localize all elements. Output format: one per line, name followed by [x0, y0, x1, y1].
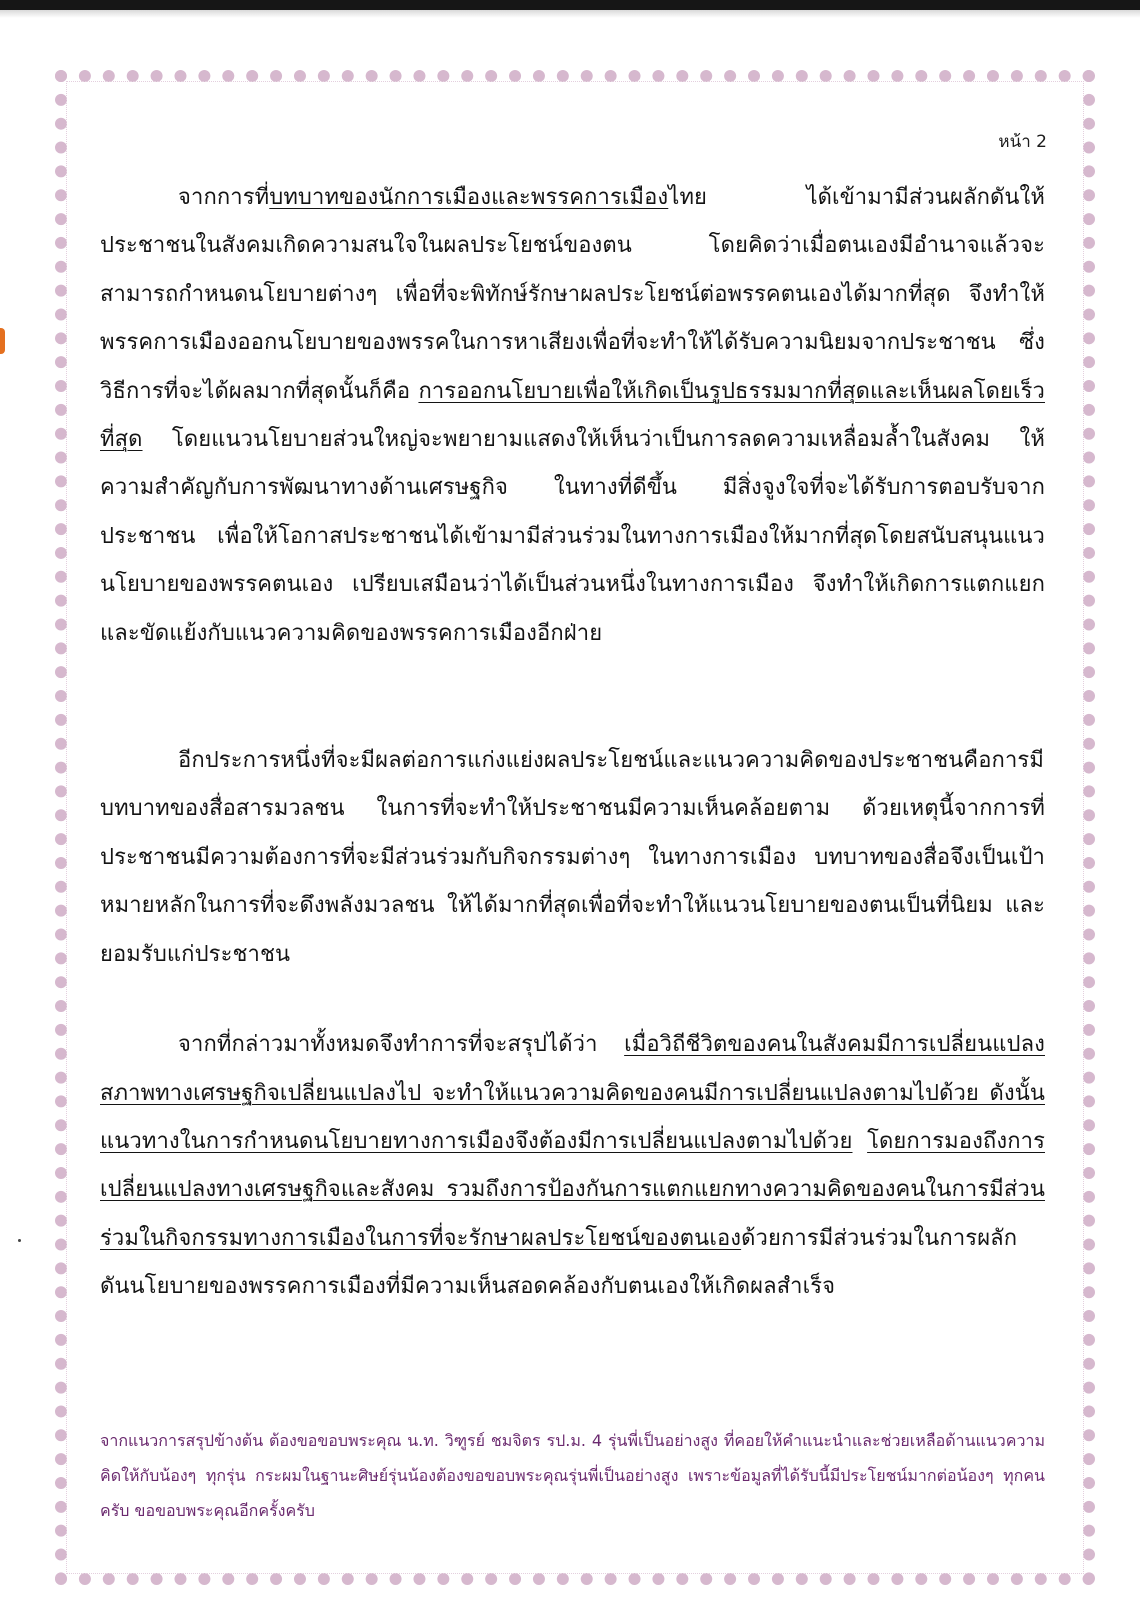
scan-top-edge: [0, 0, 1140, 10]
paragraph-1: [100, 174, 1045, 658]
paragraph-2: อีกประการหนึ่งที่จะมีผลต่อการแก่งแย่งผลประโยชน์และแนวความคิดของประชาชนคือการมีบทบาทของสื่อสารมวลชน ในการที่จะทำให้ประชาชนมีความเห็นคล้อยตาม ด้วยเหตุนี้จากการที่ประชาชนมีความต้องการที่จะมีส่วนร่วมกับกิจกรรมต่างๆ ในทางการเมือง บทบาทของสื่อจึงเป็นเป้าหมายหลักในการที่จะดึงพลังมวลชน ให้ได้มากที่สุดเพื่อที่จะทำให้แนวนโยบายของตนเป็นที่นิยม และยอมรับแก่ประชาชน: [100, 748, 1045, 967]
paragraph-3-text-a: จากที่กล่าวมาทั้งหมดจึงทำการที่จะสรุปได้ว่า: [178, 1032, 625, 1058]
scan-shadow: [0, 10, 1140, 18]
paragraph-1-underlined-b: การออกนโยบายเพื่อให้เกิดเป็นรูปธรรมมากที่สุดและเห็นผลโดยเร็วที่สุด: [100, 378, 1045, 453]
paragraph-1-text-b: ไทย ได้เข้ามามีส่วนผลักดันให้ประชาชนในสังคมเกิดความสนใจในผลประโยชน์ของตน โดยคิดว่าเมื่อตนเองมีอำนาจแล้วจะสามารถกำหนดนโยบายต่างๆ เพื่อที่จะพิทักษ์รักษาผลประโยชน์ต่อพรรคตนเองได้มากที่สุด จึงทำให้พรรคการเมืองออกนโยบายของพรรคในการหาเสียงเพื่อที่จะทำให้ได้รับความนิยมจากประชาชน ซึ่งวิธีการที่จะได้ผลมากที่สุดนั้นก็คือ: [100, 185, 1045, 404]
paragraph-3-gap: [853, 1129, 868, 1154]
scan-speck: [18, 1239, 21, 1242]
margin-color-mark: [0, 328, 5, 354]
paragraph-1-text-a: จากการที่: [178, 185, 270, 210]
paragraph-3: [100, 1021, 1045, 1311]
paragraph-3-underlined-a: เมื่อวิถีชีวิตของคนในสังคมมีการเปลี่ยนแปลง สภาพทางเศรษฐกิจเปลี่ยนแปลงไป จะทำให้แนวความคิดของคนมีการเปลี่ยนแปลงตามไปด้วย ดังนั้น แนวทางในการกำหนดนโยบายทางการเมืองจึงต้องมีการเปลี่ยนแปลงตามไปด้วย: [100, 1032, 1045, 1154]
paragraph-1-text-c: โดยแนวนโยบายส่วนใหญ่จะพยายามแสดงให้เห็นว่าเป็นการลดความเหลื่อมล้ำในสังคม ให้ความสำคัญกับการพัฒนาทางด้านเศรษฐกิจ ในทางที่ดีขึ้น มีสิ่งจูงใจที่จะได้รับการตอบรับจากประชาชน เพื่อให้โอกาสประชาชนได้เข้ามามีส่วนร่วมในทางการเมืองให้มากที่สุดโดยสนับสนุนแนวนโยบายของพรรคตนเอง เปรียบเสมือนว่าได้เป็นส่วนหนึ่งในทางการเมือง จึงทำให้เกิดการแตกแยกและขัดแย้งกับแนวความคิดของพรรคการเมืองอีกฝ่าย: [100, 427, 1045, 646]
paragraph-1-underlined-a: บทบาทของนักการเมืองและพรรคการเมือง: [269, 185, 669, 210]
paragraph-3-text-b: ด้วยการมีส่วนร่วมในการผลักดันนโยบายของพรรคการเมืองที่มีความเห็นสอดคล้องกับตนเองให้เกิดผลสำเร็จ: [100, 1225, 1018, 1300]
page-number: หน้า 2: [998, 132, 1047, 152]
document-body: [100, 174, 1045, 1312]
acknowledgement-note: จากแนวการสรุปข้างต้น ต้องขอขอบพระคุณ น.ท. วิฑูรย์ ชมจิตร รป.ม. 4 รุ่นพี่เป็นอย่างสูง ที่คอยให้คำแนะนำและช่วยเหลือด้านแนวความคิดให้กับน้องๆ ทุกรุ่น กระผมในฐานะศิษย์รุ่นน้องต้องขอขอบพระคุณรุ่นพี่เป็นอย่างสูง เพราะข้อมูลที่ได้รับนี้มีประโยชน์มากต่อน้องๆ ทุกคนครับ ขอขอบพระคุณอีกครั้งครับ: [100, 1431, 1045, 1520]
paragraph-3-underlined-b: โดยการมองถึงการเปลี่ยนแปลงทางเศรษฐกิจและสังคม รวมถึงการป้องกันการแตกแยกทางความคิดของคนในการมีส่วนร่วมในกิจกรรมทางการเมืองในการที่จะรักษาผลประโยชน์ของตนเอง: [100, 1128, 1045, 1251]
